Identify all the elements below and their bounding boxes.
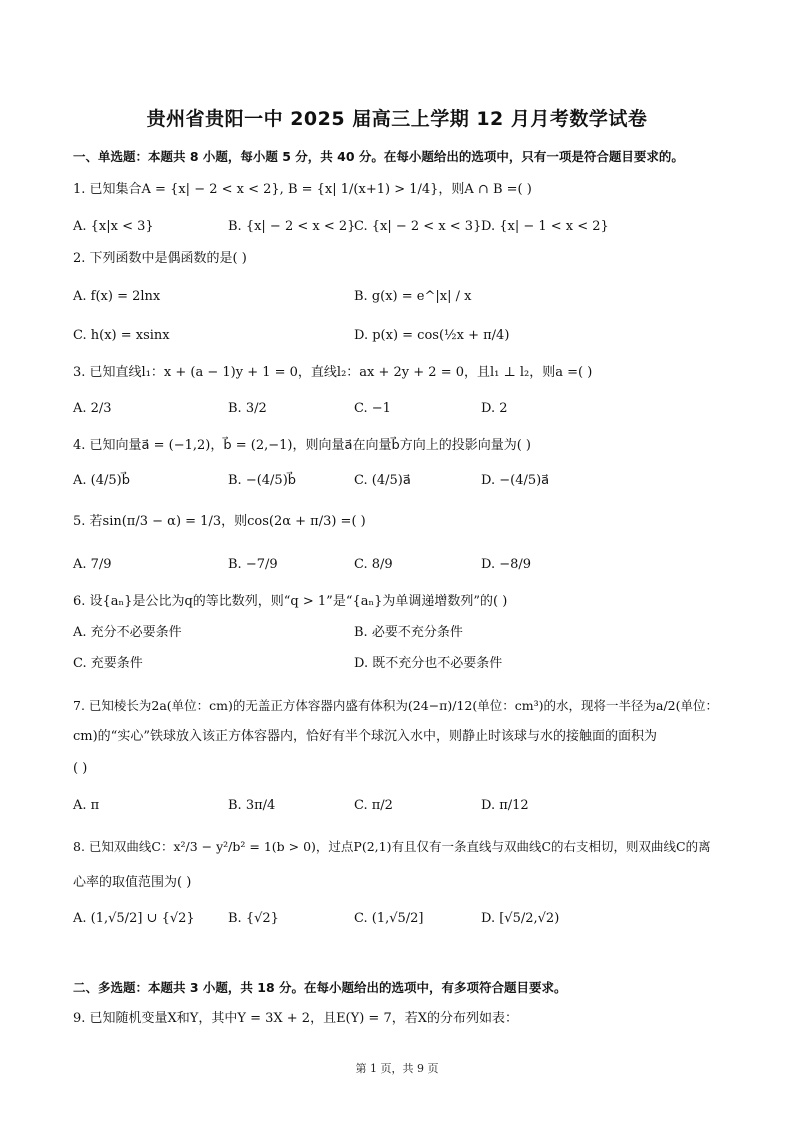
question-5-stem: 5. 若sin(π/3 − α) = 1/3，则cos(2α + π/3) =( ) — [73, 514, 366, 529]
question-8-option-c: C. (1,√5/2] — [354, 911, 424, 926]
question-4-option-c: C. (4/5)a⃗ — [354, 473, 411, 488]
question-8-option-b: B. {√2} — [228, 911, 279, 926]
question-1-stem: 1. 已知集合A = {x| − 2 < x < 2}, B = {x| 1/(x+1) > 1/4}，则A ∩ B =( ) — [73, 182, 532, 197]
question-7-stem-line-2: cm)的“实心”铁球放入该正方体容器内，恰好有半个球沉入水中，则静止时该球与水的接触面的面积为 — [73, 729, 657, 744]
question-2-stem: 2. 下列函数中是偶函数的是( ) — [73, 251, 247, 266]
question-8-option-d: D. [√5/2,√2) — [481, 911, 560, 926]
question-1-option-a: A. {x|x < 3} — [73, 219, 154, 234]
question-7-stem-line-1: 7. 已知棱长为2a(单位：cm)的无盖正方体容器内盛有体积为(24−π)/12(单位：cm³)的水，现将一半径为a/2(单位： — [73, 698, 718, 713]
question-2-option-b: B. g(x) = e^|x| / x — [354, 289, 472, 304]
question-4-stem: 4. 已知向量a⃗ = (−1,2)，b⃗ = (2,−1)，则向量a⃗在向量b⃗方向上的投影向量为( ) — [73, 438, 531, 453]
section-heading-multiple-choice: 二、多选题：本题共 3 小题，共 18 分。在每小题给出的选项中，有多项符合题目要求。 — [73, 980, 567, 995]
question-7-option-b: B. 3π/4 — [228, 798, 276, 813]
question-6-option-d: D. 既不充分也不必要条件 — [354, 656, 503, 671]
question-5-option-d: D. −8/9 — [481, 557, 532, 572]
question-3-stem: 3. 已知直线l₁：x + (a − 1)y + 1 = 0，直线l₂：ax + 2y + 2 = 0，且l₁ ⊥ l₂，则a =( ) — [73, 365, 593, 380]
question-3-option-a: A. 2/3 — [73, 401, 112, 416]
question-3-option-c: C. −1 — [354, 401, 391, 416]
question-5-option-a: A. 7/9 — [73, 557, 112, 572]
page-footer: 第 1 页，共 9 页 — [355, 1062, 439, 1075]
question-6-stem: 6. 设{aₙ}是公比为q的等比数列，则“q > 1”是“{aₙ}为单调递增数列”的( ) — [73, 594, 508, 609]
question-1-option-d: D. {x| − 1 < x < 2} — [481, 219, 609, 234]
question-7-option-d: D. π/12 — [481, 798, 529, 813]
question-2-option-c: C. h(x) = xsinx — [73, 328, 170, 343]
question-5-option-c: C. 8/9 — [354, 557, 393, 572]
question-4-option-a: A. (4/5)b⃗ — [73, 473, 130, 488]
question-3-option-b: B. 3/2 — [228, 401, 267, 416]
question-7-option-c: C. π/2 — [354, 798, 393, 813]
question-2-option-a: A. f(x) = 2lnx — [73, 289, 161, 304]
question-5-option-b: B. −7/9 — [228, 557, 278, 572]
question-1-option-c: C. {x| − 2 < x < 3} — [354, 219, 482, 234]
question-6-option-b: B. 必要不充分条件 — [354, 625, 463, 640]
question-8-option-a: A. (1,√5/2] ∪ {√2} — [73, 911, 195, 926]
question-6-option-a: A. 充分不必要条件 — [73, 625, 182, 640]
question-4-option-d: D. −(4/5)a⃗ — [481, 473, 550, 488]
question-9-stem: 9. 已知随机变量X和Y，其中Y = 3X + 2，且E(Y) = 7，若X的分布列如表： — [73, 1011, 518, 1026]
question-1-option-b: B. {x| − 2 < x < 2} — [228, 219, 356, 234]
page-title: 贵州省贵阳一中 2025 届高三上学期 12 月月考数学试卷 — [146, 108, 648, 130]
question-7-option-a: A. π — [73, 798, 100, 813]
section-heading-single-choice: 一、单选题：本题共 8 小题，每小题 5 分，共 40 分。在每小题给出的选项中，只有一项是符合题目要求的。 — [73, 149, 684, 164]
question-4-option-b: B. −(4/5)b⃗ — [228, 473, 297, 488]
question-6-option-c: C. 充要条件 — [73, 656, 143, 671]
question-8-stem-line-1: 8. 已知双曲线C：x²/3 − y²/b² = 1(b > 0)，过点P(2,1)有且仅有一条直线与双曲线C的右支相切，则双曲线C的离 — [73, 839, 711, 854]
question-8-stem-line-2: 心率的取值范围为( ) — [73, 875, 192, 890]
question-3-option-d: D. 2 — [481, 401, 508, 416]
question-7-stem-line-3: ( ) — [73, 761, 88, 776]
question-2-option-d: D. p(x) = cos(½x + π/4) — [354, 328, 510, 343]
